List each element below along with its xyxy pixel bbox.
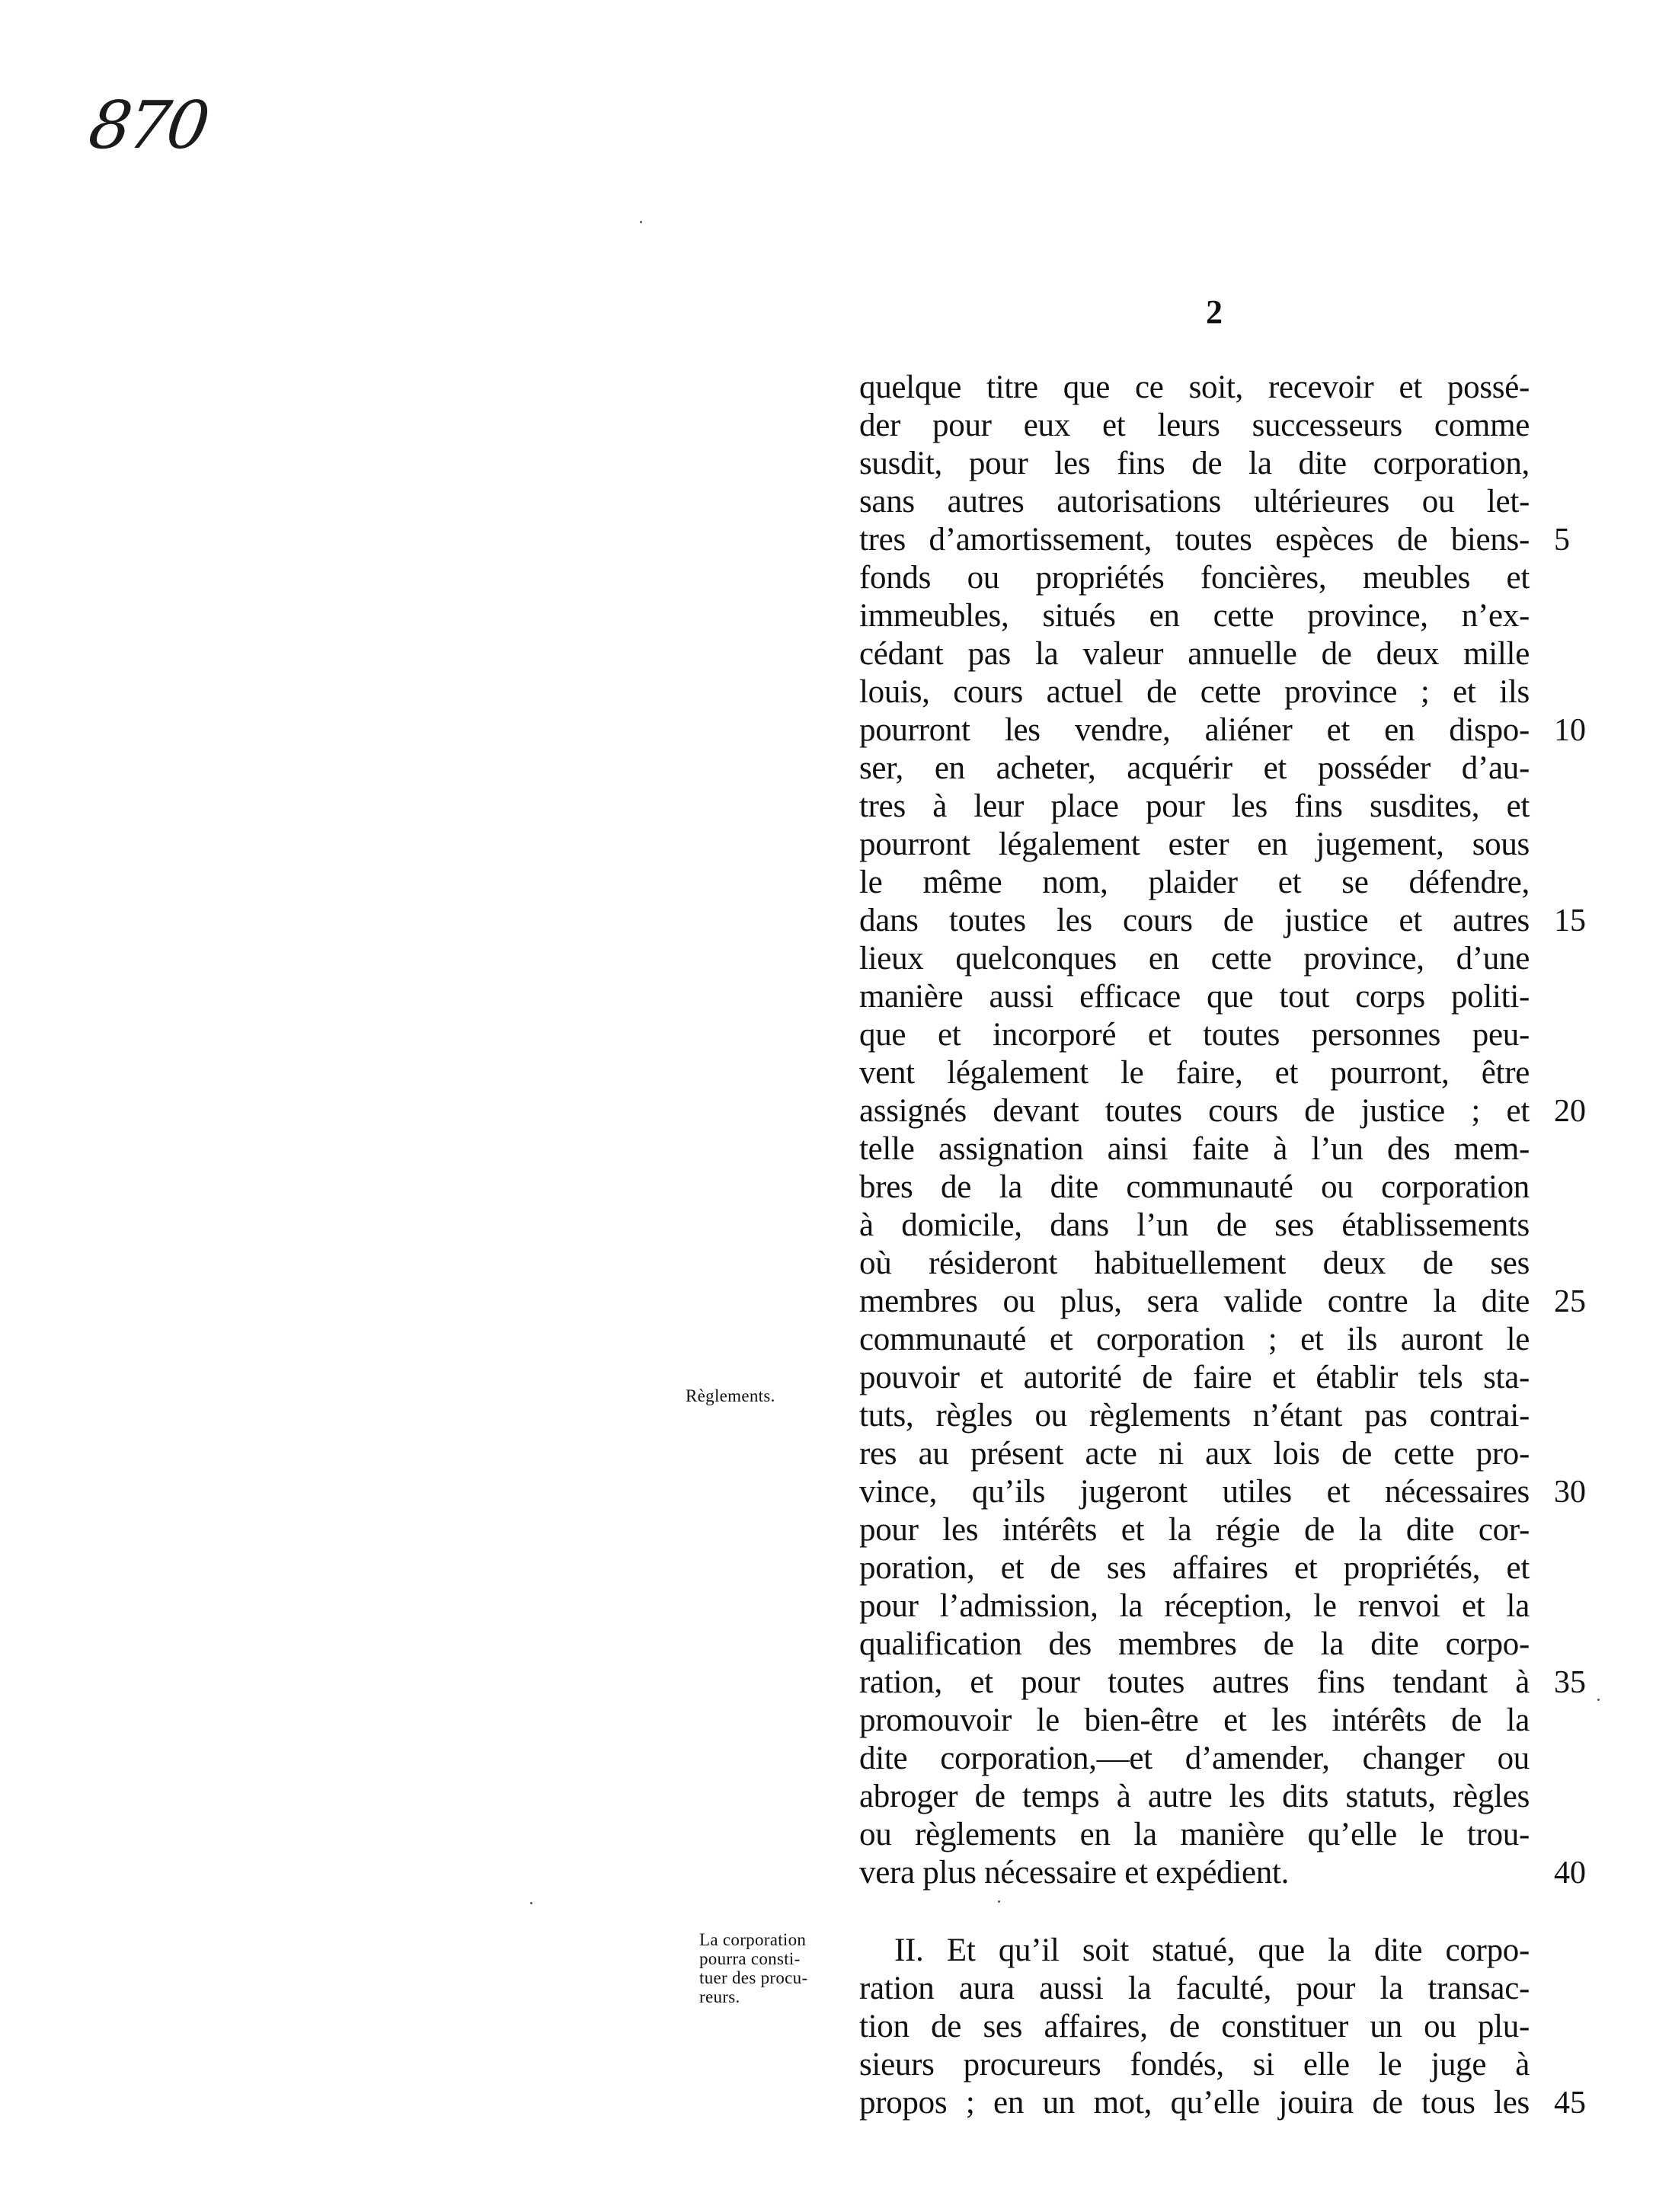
text-line: susdit, pour les fins de la dite corporation, [859,446,1530,481]
margin-note-line: tuer des procu- [699,1968,808,1987]
section-ii-line: tion de ses affaires, de constituer un ou plu- [859,2009,1530,2044]
line-number: 45 [1554,2086,1586,2121]
text-line: quelque titre que ce soit, recevoir et possé- [859,369,1530,405]
line-number: 10 [1554,713,1586,748]
line-number: 25 [1554,1284,1586,1319]
text-line: poration, et de ses affaires et propriétés, et [859,1550,1530,1586]
text-line: vera plus nécessaire et expédient. [859,1855,1290,1891]
text-line: cédant pas la valeur annuelle de deux mille [859,636,1530,672]
text-line: où résideront habituellement deux de ses [859,1245,1530,1281]
text-line: pour l’admission, la réception, le renvoi et la [859,1588,1530,1624]
line-number: 20 [1554,1094,1586,1129]
text-line: dite corporation,—et d’amender, changer ou [859,1741,1530,1776]
text-line: vent légalement le faire, et pourront, être [859,1055,1530,1091]
text-line: assignés devant toutes cours de justice ; et [859,1093,1530,1129]
line-number: 5 [1554,523,1570,558]
scan-speck [530,1902,532,1904]
scan-speck [640,221,642,223]
text-line: tres à leur place pour les fins susdites, et [859,788,1530,824]
text-line: promouvoir le bien-être et les intérêts de la [859,1702,1530,1738]
text-line: louis, cours actuel de cette province ; et ils [859,674,1530,710]
section-ii-line: II. Et qu’il soit statué, que la dite corpo- [894,1932,1530,1968]
margin-note-line: reurs. [699,1987,740,2006]
text-line: telle assignation ainsi faite à l’un des mem- [859,1131,1530,1167]
text-line: bres de la dite communauté ou corporation [859,1169,1530,1205]
text-line: ou règlements en la manière qu’elle le trou- [859,1817,1530,1852]
scan-speck [1597,1699,1600,1701]
text-line: vince, qu’ils jugeront utiles et nécessaires [859,1474,1530,1510]
text-line: pourront les vendre, aliéner et en dispo- [859,712,1530,748]
text-line: membres ou plus, sera valide contre la dite [859,1283,1530,1319]
text-line: dans toutes les cours de justice et autres [859,903,1530,938]
page-number: 2 [1206,293,1223,331]
margin-note-line: pourra consti- [699,1949,801,1968]
text-line: communauté et corporation ; et ils auront le [859,1322,1530,1357]
text-line: ration, et pour toutes autres fins tendant à [859,1664,1530,1700]
text-line: que et incorporé et toutes personnes peu- [859,1017,1530,1053]
text-line: qualification des membres de la dite corpo- [859,1626,1530,1662]
line-number: 30 [1554,1475,1586,1510]
handwritten-folio-mark: 870 [84,88,212,164]
text-line: tuts, règles ou règlements n’étant pas contrai- [859,1398,1530,1434]
text-line: à domicile, dans l’un de ses établissements [859,1207,1530,1243]
margin-note-procureurs [699,1930,807,2006]
text-line: res au présent acte ni aux lois de cette pro- [859,1436,1530,1472]
text-line: pourront légalement ester en jugement, sous [859,826,1530,862]
text-line: lieux quelconques en cette province, d’une [859,941,1530,977]
line-number: 40 [1554,1856,1586,1891]
main-text-column [859,369,1530,2122]
text-line: ser, en acheter, acquérir et posséder d’au- [859,750,1530,786]
section-ii-line: ration aura aussi la faculté, pour la transac- [859,1971,1530,2006]
text-line: pour les intérêts et la régie de la dite cor- [859,1512,1530,1548]
line-number: 35 [1554,1665,1586,1700]
line-number: 15 [1554,903,1586,938]
text-line: der pour eux et leurs successeurs comme [859,408,1530,443]
text-line: manière aussi efficace que tout corps politi- [859,979,1530,1015]
margin-note-reglements: Règlements. [686,1386,775,1405]
text-line: sans autres autorisations ultérieures ou let- [859,484,1530,519]
margin-note-line: La corporation [699,1930,807,1949]
section-ii-line: sieurs procureurs fondés, si elle le juge à [859,2047,1530,2083]
text-line: immeubles, situés en cette province, n’ex- [859,598,1530,634]
text-line: pouvoir et autorité de faire et établir tels sta- [859,1360,1530,1395]
text-line: le même nom, plaider et se défendre, [859,865,1530,900]
section-gap [859,1892,1530,1932]
text-line: fonds ou propriétés foncières, meubles et [859,560,1530,596]
text-line: tres d’amortissement, toutes espèces de biens- [859,522,1530,558]
text-line: abroger de temps à autre les dits statuts, règles [859,1779,1530,1814]
scan-speck [998,1900,1000,1903]
section-ii-line: propos ; en un mot, qu’elle jouira de tous les [859,2085,1530,2121]
